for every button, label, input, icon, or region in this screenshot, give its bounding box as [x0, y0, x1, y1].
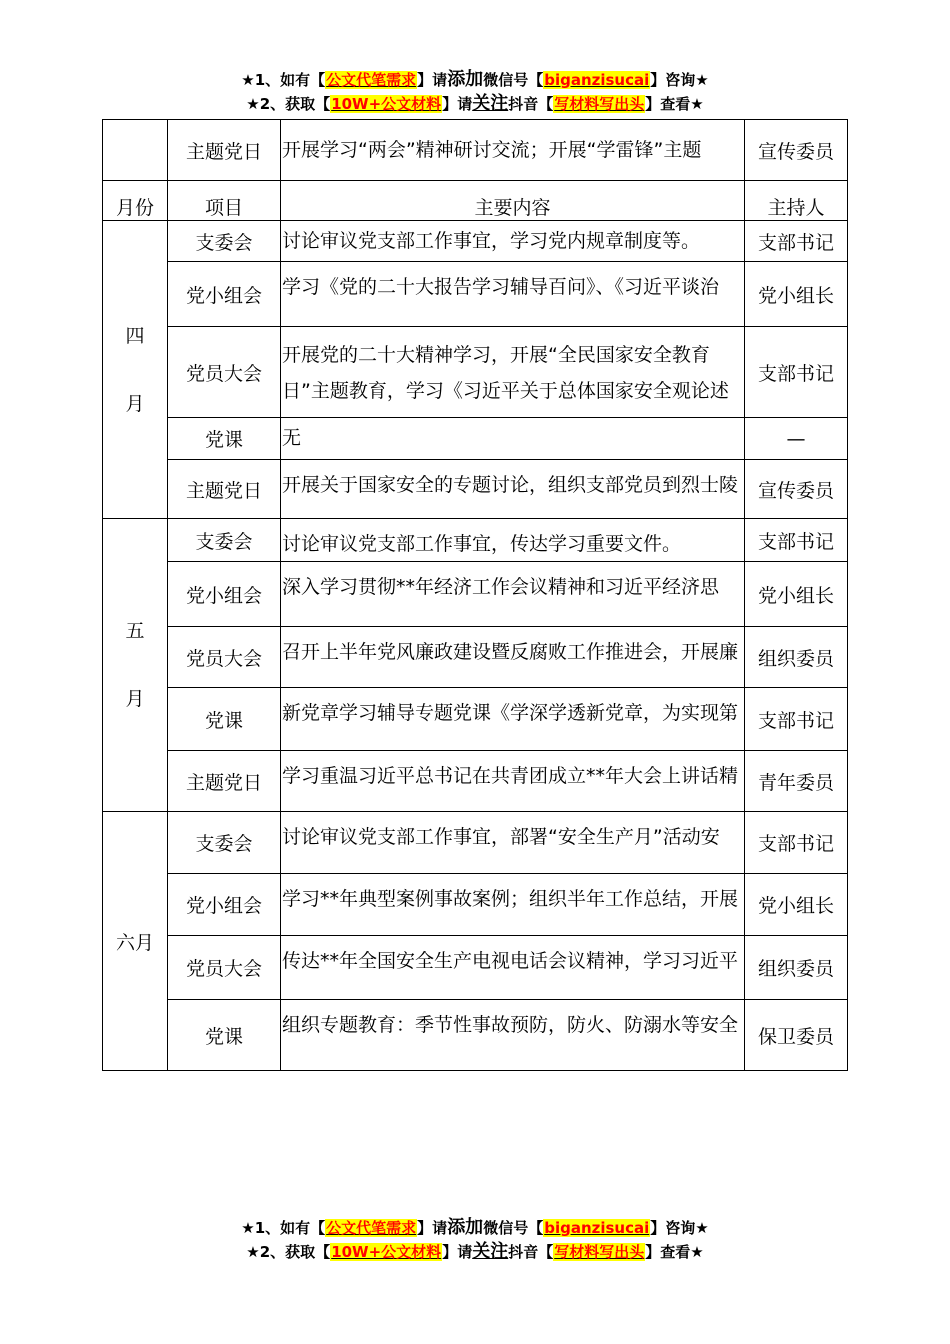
banner-emphasis: 添加 — [447, 1217, 484, 1238]
banner-emphasis: 关注 — [472, 1241, 509, 1262]
content-cell: 新党章学习辅导专题党课《学深学透新党章，为实现第 — [281, 688, 745, 751]
table-row — [103, 874, 848, 936]
host-cell: 青年委员 — [745, 751, 848, 812]
host-cell: 组织委员 — [745, 627, 848, 688]
banner-text: 】咨询★ — [650, 1219, 709, 1237]
banner-highlight-materials: 10W+公文材料 — [331, 95, 442, 113]
item-cell: 支委会 — [168, 221, 281, 262]
banner-text: 微信号【 — [483, 1219, 544, 1237]
table-row — [103, 812, 848, 874]
content-cell: 召开上半年党风廉政建设暨反腐败工作推进会，开展廉 — [281, 627, 745, 688]
item-cell: 党课 — [168, 418, 281, 460]
item-cell: 党员大会 — [168, 627, 281, 688]
item-cell: 党小组会 — [168, 562, 281, 627]
content-cell: 组织专题教育：季节性事故预防，防火、防溺水等安全 — [281, 1000, 745, 1071]
content-cell: 开展党的二十大精神学习，开展“全民国家安全教育日”主题教育，学习《习近平关于总体国家安全观论述 — [281, 327, 745, 418]
host-cell: 党小组长 — [745, 262, 848, 327]
table-row — [103, 751, 848, 812]
item-cell: 党课 — [168, 1000, 281, 1071]
content-cell: 讨论审议党支部工作事宜，学习党内规章制度等。 — [281, 221, 745, 262]
content-cell: 传达**年全国安全生产电视电话会议精神，学习习近平 — [281, 936, 745, 1000]
host-cell: 支部书记 — [745, 812, 848, 874]
month-june: 六月 — [103, 812, 168, 1071]
host-cell: 支部书记 — [745, 327, 848, 418]
item-cell: 支委会 — [168, 812, 281, 874]
banner-text: ★1、如有【 — [241, 71, 326, 89]
banner-text: 】请 — [442, 1243, 473, 1261]
banner-emphasis: 关注 — [472, 93, 509, 114]
banner-highlight-wechat-id: biganzisucai — [544, 1219, 650, 1237]
banner-text: 抖音【 — [508, 1243, 554, 1261]
table-row — [103, 519, 848, 562]
item-cell: 主题党日 — [168, 460, 281, 519]
host-cell: 支部书记 — [745, 688, 848, 751]
host-cell: 保卫委员 — [745, 1000, 848, 1071]
banner-text: ★2、获取【 — [246, 1243, 331, 1261]
host-cell: 宣传委员 — [745, 460, 848, 519]
banner-highlight-service: 公文代笔需求 — [326, 71, 417, 89]
month-april: 四 月 — [103, 221, 168, 519]
banner-line-1 — [0, 68, 950, 92]
header-content: 主要内容 — [281, 181, 745, 221]
banner-text: 】请 — [442, 95, 473, 113]
top-banner — [0, 68, 950, 116]
table-row — [103, 688, 848, 751]
table-row — [103, 627, 848, 688]
content-cell: 无 — [281, 418, 745, 460]
table-row — [103, 1000, 848, 1071]
banner-text: 】查看★ — [645, 95, 704, 113]
item-cell: 党小组会 — [168, 874, 281, 936]
content-cell: 深入学习贯彻**年经济工作会议精神和习近平经济思 — [281, 562, 745, 627]
banner-line-1 — [0, 1216, 950, 1240]
banner-highlight-wechat-id: biganzisucai — [544, 71, 650, 89]
item-cell: 主题党日 — [168, 120, 281, 181]
content-cell: 讨论审议党支部工作事宜，传达学习重要文件。 — [281, 519, 745, 562]
banner-text: 】查看★ — [645, 1243, 704, 1261]
item-cell: 支委会 — [168, 519, 281, 562]
header-month: 月份 — [103, 181, 168, 221]
banner-highlight-service: 公文代笔需求 — [326, 1219, 417, 1237]
host-cell: 支部书记 — [745, 519, 848, 562]
banner-text: ★2、获取【 — [246, 95, 331, 113]
month-may: 五 月 — [103, 519, 168, 812]
host-cell: 党小组长 — [745, 874, 848, 936]
table-row — [103, 418, 848, 460]
item-cell: 党员大会 — [168, 936, 281, 1000]
table-row — [103, 327, 848, 418]
banner-text: 】请 — [417, 1219, 448, 1237]
host-cell: 支部书记 — [745, 221, 848, 262]
banner-line-2 — [0, 92, 950, 116]
table-row — [103, 562, 848, 627]
banner-highlight-douyin: 写材料写出头 — [554, 95, 645, 113]
table-row — [103, 221, 848, 262]
host-cell: 宣传委员 — [745, 120, 848, 181]
host-cell: 党小组长 — [745, 562, 848, 627]
party-activity-plan-table — [102, 119, 848, 1071]
banner-highlight-materials: 10W+公文材料 — [331, 1243, 442, 1261]
header-host: 主持人 — [745, 181, 848, 221]
host-cell: — — [745, 418, 848, 460]
item-cell: 党员大会 — [168, 327, 281, 418]
banner-text: 微信号【 — [483, 71, 544, 89]
banner-text: 】请 — [417, 71, 448, 89]
banner-line-2 — [0, 1240, 950, 1264]
table-row — [103, 936, 848, 1000]
content-cell: 开展学习“两会”精神研讨交流；开展“学雷锋”主题 — [281, 120, 745, 181]
content-cell: 学习《党的二十大报告学习辅导百问》、《习近平谈治 — [281, 262, 745, 327]
bottom-banner — [0, 1216, 950, 1264]
banner-text: 】咨询★ — [650, 71, 709, 89]
item-cell: 党小组会 — [168, 262, 281, 327]
content-cell: 开展关于国家安全的专题讨论，组织支部党员到烈士陵 — [281, 460, 745, 519]
banner-text: ★1、如有【 — [241, 1219, 326, 1237]
month-cell — [103, 120, 168, 181]
banner-emphasis: 添加 — [447, 69, 484, 90]
content-cell: 学习**年典型案例事故案例；组织半年工作总结，开展 — [281, 874, 745, 936]
item-cell: 党课 — [168, 688, 281, 751]
content-cell: 学习重温习近平总书记在共青团成立**年大会上讲话精 — [281, 751, 745, 812]
table-header-row — [103, 181, 848, 221]
table-row — [103, 262, 848, 327]
item-cell: 主题党日 — [168, 751, 281, 812]
table-row — [103, 460, 848, 519]
banner-highlight-douyin: 写材料写出头 — [554, 1243, 645, 1261]
header-item: 项目 — [168, 181, 281, 221]
banner-text: 抖音【 — [508, 95, 554, 113]
host-cell: 组织委员 — [745, 936, 848, 1000]
table-row — [103, 120, 848, 181]
content-cell: 讨论审议党支部工作事宜，部署“安全生产月”活动安 — [281, 812, 745, 874]
